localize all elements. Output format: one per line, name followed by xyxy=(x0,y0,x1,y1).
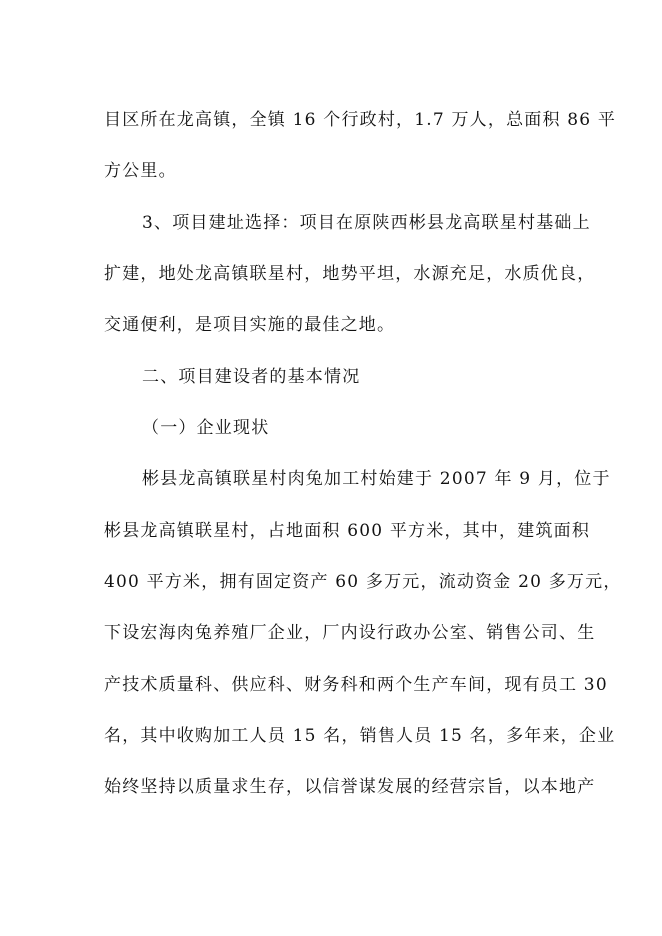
paragraph-line: 交通便利，是项目实施的最佳之地。 xyxy=(104,315,396,335)
paragraph-line: 始终坚持以质量求生存，以信誉谋发展的经营宗旨，以本地产 xyxy=(104,777,596,797)
paragraph-line: 彬县龙高镇联星村，占地面积 600 平方米，其中，建筑面积 xyxy=(104,521,591,541)
paragraph-line: 方公里。 xyxy=(104,161,177,181)
paragraph-line: 扩建，地处龙高镇联星村，地势平坦，水源充足，水质优良， xyxy=(104,264,596,284)
section-heading: 二、项目建设者的基本情况 xyxy=(142,367,361,387)
paragraph-line: 目区所在龙高镇，全镇 16 个行政村，1.7 万人，总面积 86 平 xyxy=(104,110,617,130)
paragraph-line: 产技术质量科、供应科、财务科和两个生产车间，现有员工 30 xyxy=(104,675,608,695)
paragraph-line: 名，其中收购加工人员 15 名，销售人员 15 名，多年来，企业 xyxy=(104,726,616,746)
subsection-heading: （一）企业现状 xyxy=(142,418,270,438)
paragraph-line: 400 平方米，拥有固定资产 60 多万元，流动资金 20 多万元， xyxy=(104,572,622,592)
paragraph-line: 下设宏海肉兔养殖厂企业，厂内设行政办公室、销售公司、生 xyxy=(104,623,596,643)
paragraph-line: 彬县龙高镇联星村肉兔加工村始建于 2007 年 9 月，位于 xyxy=(142,469,611,489)
paragraph-line: 3、项目建址选择：项目在原陕西彬县龙高联星村基础上 xyxy=(142,213,591,233)
